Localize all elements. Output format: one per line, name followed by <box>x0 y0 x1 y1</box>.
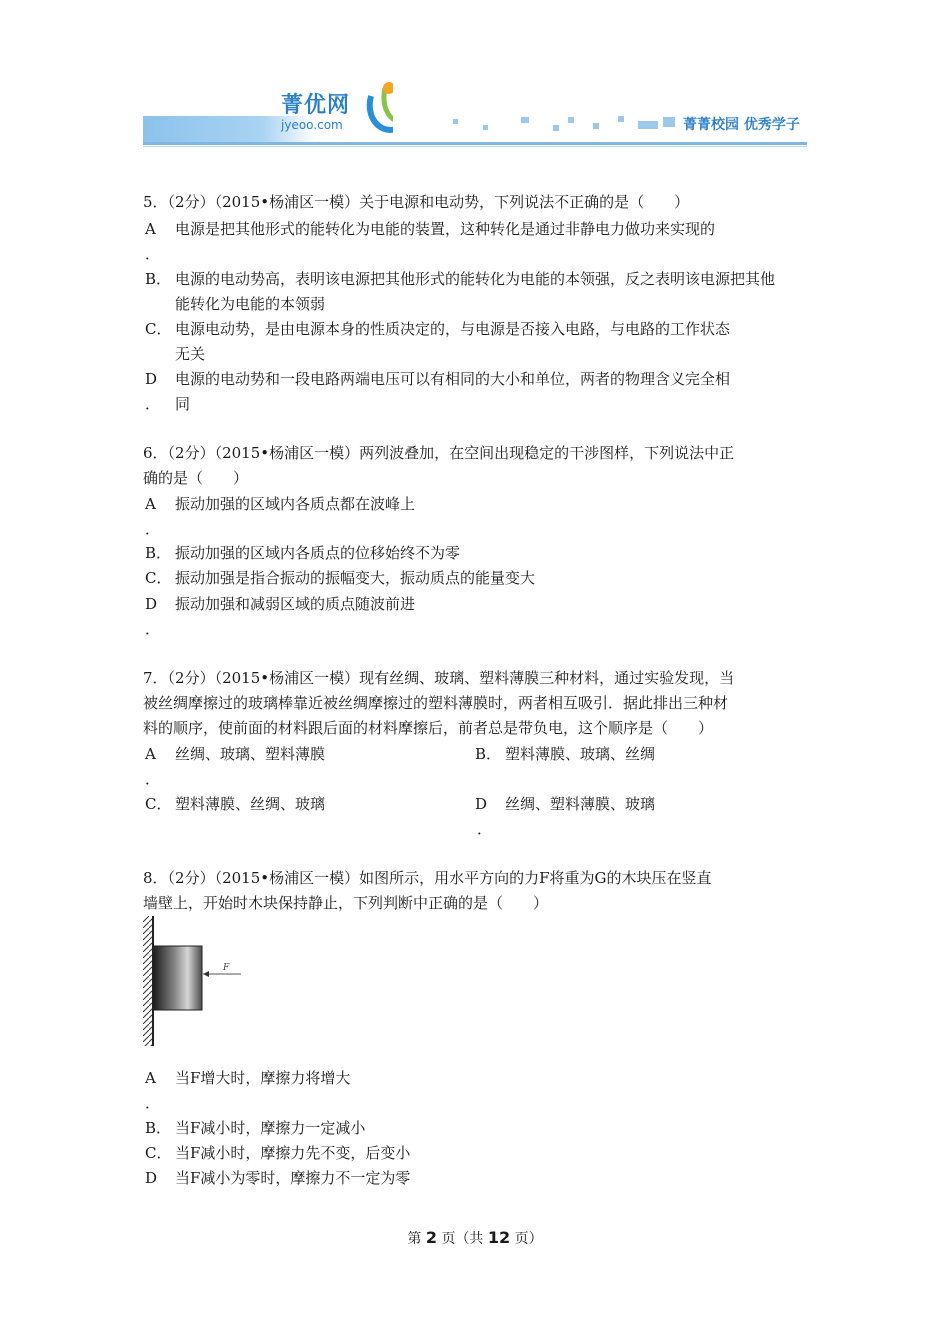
logo-url: jyeoo.com <box>281 118 343 132</box>
q5-option-d-text-2: 同 <box>175 395 191 413</box>
q5-option-c-text-2: 无关 <box>175 345 206 363</box>
q7-option-c-key: C． <box>145 795 172 813</box>
q8-option-b-text: 当F减小时，摩擦力一定减小 <box>175 1119 366 1137</box>
q5-option-b-key: B． <box>145 270 172 288</box>
q7-option-d-text: 丝绸、塑料薄膜、玻璃 <box>505 795 656 813</box>
q8-option-a-dot: ． <box>145 1094 161 1112</box>
q7-stem-line-1: 7．（2分）（2015•杨浦区一模）现有丝绸、玻璃、塑料薄膜三种材料，通过实验发现，当 <box>143 669 735 687</box>
wall-block-force-figure <box>143 916 248 1046</box>
q7-option-a-dot: ． <box>145 770 161 788</box>
header-decoration <box>443 113 683 133</box>
footer-total-pages: 12 <box>487 1228 511 1247</box>
q7-stem-line-3: 料的顺序，使前面的材料跟后面的材料摩擦后，前者总是带负电，这个顺序是（ ） <box>143 719 714 737</box>
q6-option-b-key: B． <box>145 544 172 562</box>
q7-option-a-text: 丝绸、玻璃、塑料薄膜 <box>175 745 326 763</box>
q6-option-c-text: 振动加强是指合振动的振幅变大，振动质点的能量变大 <box>175 569 536 587</box>
q5-option-b-text-1: 电源的电动势高，表明该电源把其他形式的能转化为电能的本领强，反之表明该电源把其他 <box>175 270 776 288</box>
q5-option-c-key: C． <box>145 320 172 338</box>
q5-option-a-text: 电源是把其他形式的能转化为电能的装置，这种转化是通过非静电力做功来实现的 <box>175 220 716 238</box>
q7-option-b-key: B． <box>475 745 502 763</box>
logo-name: 菁优网 <box>281 93 351 118</box>
q5-option-c-text-1: 电源电动势，是由电源本身的性质决定的，与电源是否接入电路，与电路的工作状态 <box>175 320 731 338</box>
q8-option-d-text: 当F减小为零时，摩擦力不一定为零 <box>175 1169 411 1187</box>
q8-option-a-key: A <box>145 1069 156 1087</box>
q6-option-a-key: A <box>145 495 156 513</box>
q6-option-c-key: C． <box>145 569 172 587</box>
q6-option-d-text: 振动加强和减弱区域的质点随波前进 <box>175 595 416 613</box>
q8-option-c-text: 当F减小时，摩擦力先不变，后变小 <box>175 1144 411 1162</box>
q6-option-a-text: 振动加强的区域内各质点都在波峰上 <box>175 495 416 513</box>
footer-suffix: 页） <box>514 1231 543 1247</box>
q7-option-d-key: D <box>475 795 488 813</box>
footer-page-number: 2 <box>425 1228 437 1247</box>
q5-option-a-key: A <box>145 220 156 238</box>
q7-option-d-dot: ． <box>477 820 493 838</box>
q5-option-d-key: D <box>145 370 158 388</box>
q5-option-d-text-1: 电源的电动势和一段电路两端电压可以有相同的大小和单位，两者的物理含义完全相 <box>175 370 731 388</box>
q8-stem-line-2: 墙壁上，开始时木块保持静止，下列判断中正确的是（ ） <box>143 894 549 912</box>
q5-option-b-text-2: 能转化为电能的本领弱 <box>175 295 326 313</box>
q8-option-d-key: D <box>145 1169 158 1187</box>
q8-option-a-text: 当F增大时，摩擦力将增大 <box>175 1069 351 1087</box>
q5-option-d-dot: ． <box>145 395 161 413</box>
q6-option-d-dot: ． <box>145 620 161 638</box>
footer-prefix: 第 <box>407 1231 422 1247</box>
q5-option-a-dot: ． <box>145 245 161 263</box>
page-footer <box>0 1228 950 1248</box>
q8-option-c-key: C． <box>145 1144 172 1162</box>
q6-option-b-text: 振动加强的区域内各质点的位移始终不为零 <box>175 544 461 562</box>
header-rule <box>143 142 807 145</box>
q6-option-d-key: D <box>145 595 158 613</box>
footer-middle: 页（共 <box>441 1231 484 1247</box>
q7-stem-line-2: 被丝绸摩擦过的玻璃棒靠近被丝绸摩擦过的塑料薄膜时，两者相互吸引．据此排出三种材 <box>143 694 729 712</box>
header-slogan: 菁菁校园 优秀学子 <box>683 117 800 133</box>
q8-stem-line-1: 8．（2分）（2015•杨浦区一模）如图所示，用水平方向的力F将重为G的木块压在竖直 <box>143 869 712 887</box>
header-rule-thin <box>143 146 807 147</box>
q8-option-b-key: B． <box>145 1119 172 1137</box>
q7-option-c-text: 塑料薄膜、丝绸、玻璃 <box>175 795 326 813</box>
q6-stem-line-1: 6．（2分）（2015•杨浦区一模）两列波叠加，在空间出现稳定的干涉图样，下列说法中正 <box>143 444 735 462</box>
q7-option-b-text: 塑料薄膜、玻璃、丝绸 <box>505 745 656 763</box>
q7-option-a-key: A <box>145 745 156 763</box>
q6-option-a-dot: ． <box>145 520 161 538</box>
force-label: F <box>223 963 230 973</box>
q6-stem-line-2: 确的是（ ） <box>143 469 249 487</box>
page-header <box>143 78 807 150</box>
q5-stem-line-1: 5．（2分）（2015•杨浦区一模）关于电源和电动势，下列说法不正确的是（ ） <box>143 193 690 211</box>
